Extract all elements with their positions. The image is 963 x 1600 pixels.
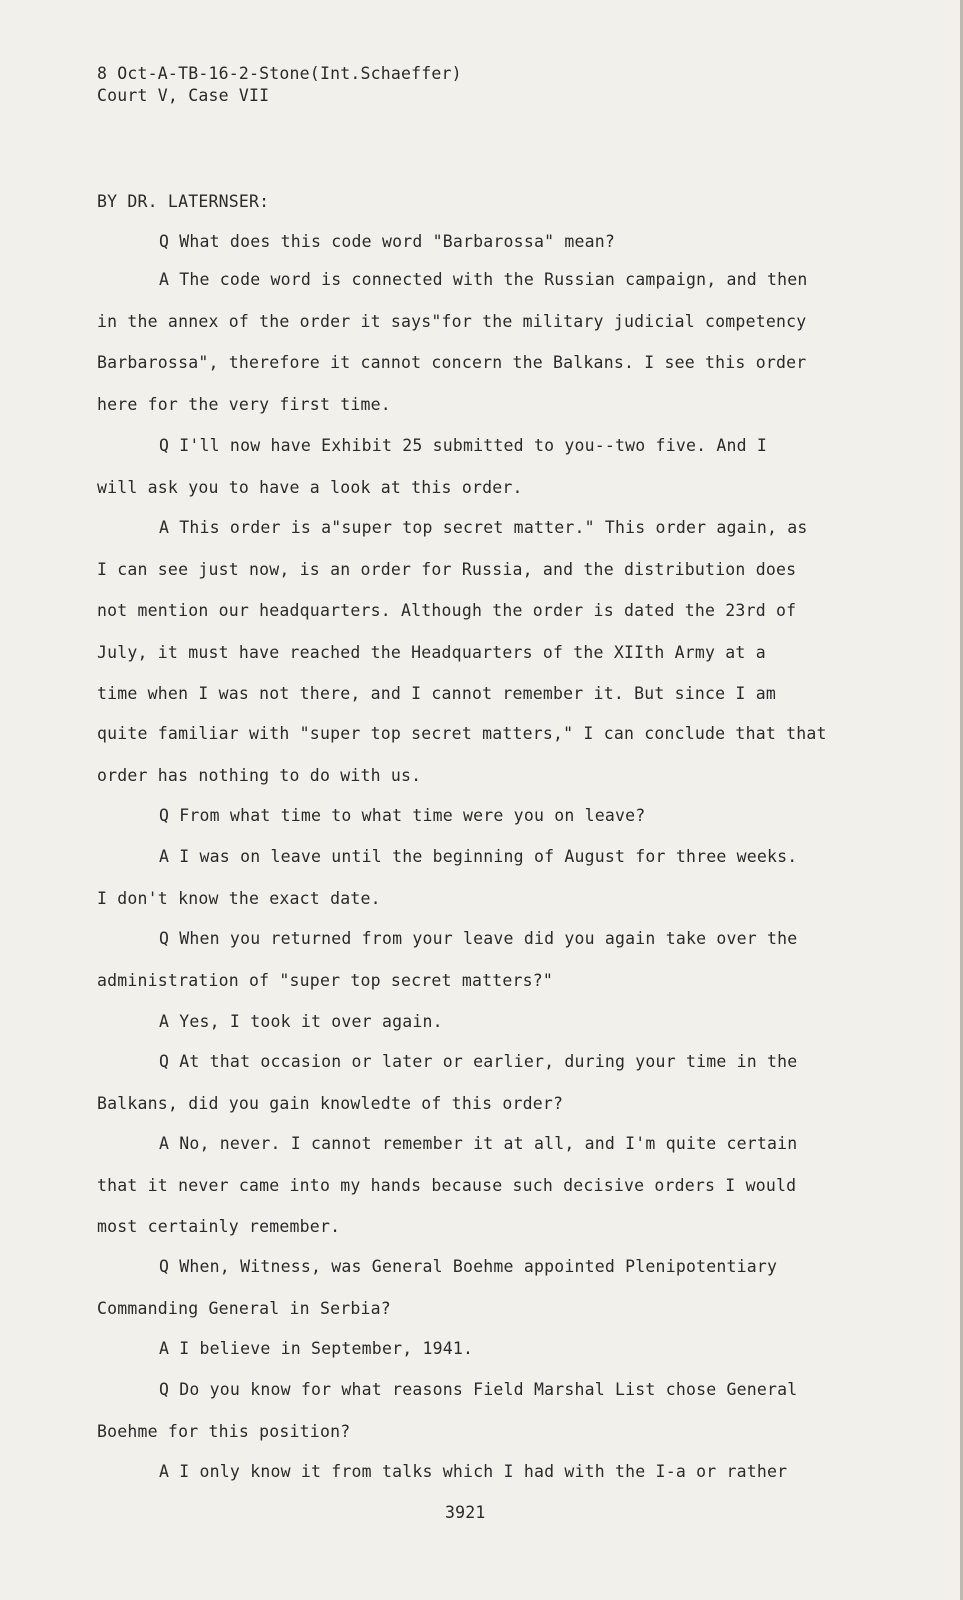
header-line-1: 8 Oct-A-TB-16-2-Stone(Int.Schaeffer) <box>97 64 462 83</box>
transcript-line: A I believe in September, 1941. <box>159 1339 474 1358</box>
transcript-line: time when I was not there, and I cannot remember it. But since I am <box>97 684 776 703</box>
transcript-line: will ask you to have a look at this order. <box>97 478 523 497</box>
transcript-line: A This order is a"super top secret matter." This order again, as <box>159 518 808 537</box>
transcript-line: A The code word is connected with the Russian campaign, and then <box>159 270 808 289</box>
transcript-line: here for the very first time. <box>97 395 391 414</box>
transcript-line: Q At that occasion or later or earlier, during your time in the <box>159 1052 798 1071</box>
transcript-line: Balkans, did you gain knowledte of this order? <box>97 1094 564 1113</box>
transcript-line: not mention our headquarters. Although the order is dated the 23rd of <box>97 601 797 620</box>
transcript-line: A No, never. I cannot remember it at all, and I'm quite certain <box>159 1134 798 1153</box>
transcript-line: Q When you returned from your leave did you again take over the <box>159 929 798 948</box>
transcript-line: Q What does this code word "Barbarossa" mean? <box>159 232 616 251</box>
transcript-line: A Yes, I took it over again. <box>159 1012 443 1031</box>
transcript-line: most certainly remember. <box>97 1217 341 1236</box>
transcript-line: Q Do you know for what reasons Field Marshal List chose General <box>159 1380 798 1399</box>
page-number: 3921 <box>445 1503 486 1522</box>
transcript-line: Q I'll now have Exhibit 25 submitted to you--two five. And I <box>159 436 768 455</box>
transcript-line: Commanding General in Serbia? <box>97 1299 391 1318</box>
transcript-line: A I only know it from talks which I had with the I-a or rather <box>159 1462 788 1481</box>
speaker-heading: BY DR. LATERNSER: <box>97 192 270 211</box>
transcript-line: I don't know the exact date. <box>97 889 381 908</box>
transcript-line: A I was on leave until the beginning of August for three weeks. <box>159 847 798 866</box>
transcript-line: Q From what time to what time were you on leave? <box>159 806 646 825</box>
header-line-2: Court V, Case VII <box>97 86 270 105</box>
transcript-line: Barbarossa", therefore it cannot concern the Balkans. I see this order <box>97 353 807 372</box>
transcript-line: I can see just now, is an order for Russia, and the distribution does <box>97 560 797 579</box>
transcript-line: in the annex of the order it says"for the military judicial competency <box>97 312 807 331</box>
transcript-line: July, it must have reached the Headquarters of the XIIth Army at a <box>97 643 766 662</box>
transcript-line: that it never came into my hands because such decisive orders I would <box>97 1176 797 1195</box>
transcript-line: Q When, Witness, was General Boehme appointed Plenipotentiary <box>159 1257 778 1276</box>
transcript-line: administration of "super top secret matters?" <box>97 971 554 990</box>
transcript-line: order has nothing to do with us. <box>97 766 422 785</box>
transcript-line: Boehme for this position? <box>97 1422 351 1441</box>
transcript-line: quite familiar with "super top secret matters," I can conclude that that <box>97 724 827 743</box>
